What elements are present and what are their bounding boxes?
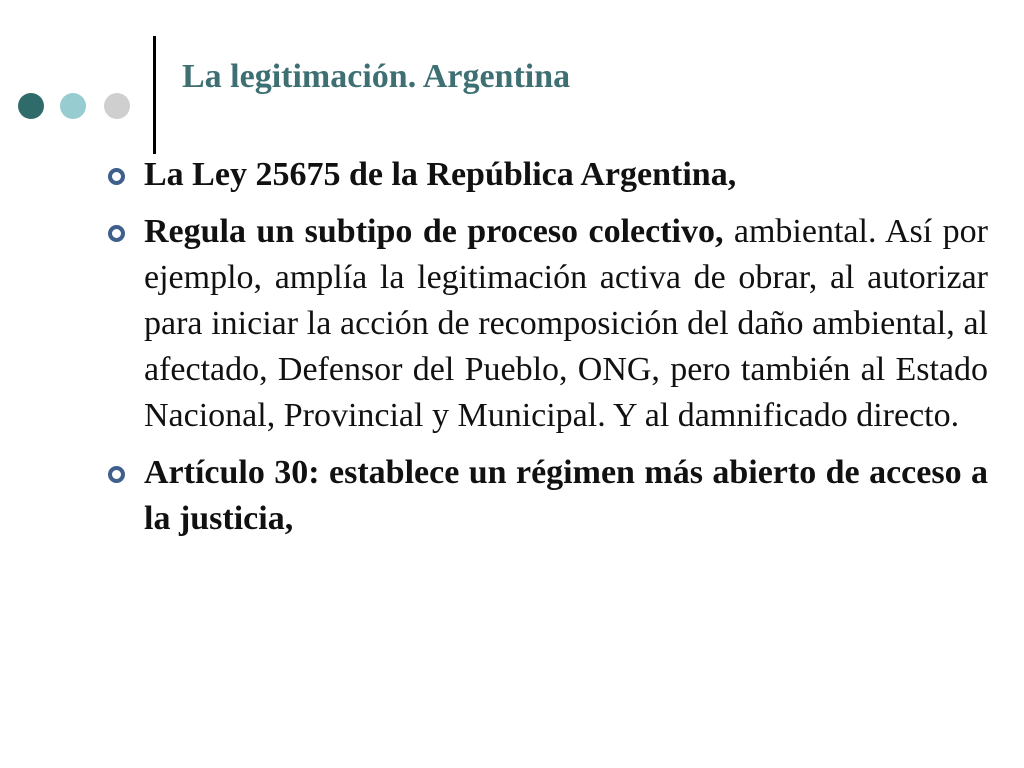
bullet-normal-text: ambiental. Así por ejemplo, amplía la legitimación activa de obrar, al autorizar para iniciar la acción de recomposición del daño ambiental, al afectado, Defensor del Pueblo, ONG, pero también al Estado Nacional, Provincial y Municipal. Y al damnificado directo. <box>144 213 988 434</box>
dark-teal-dot-icon <box>18 93 44 119</box>
bullet-text <box>144 209 988 439</box>
bullet-text <box>144 152 988 198</box>
title-divider-line <box>153 36 156 154</box>
light-teal-dot-icon <box>60 93 86 119</box>
ring-bullet-icon <box>108 225 125 242</box>
bullet-text <box>144 450 988 542</box>
bullet-bold-text: Regula un subtipo de proceso colectivo, <box>144 213 724 250</box>
bullet-bold-text: La Ley 25675 de la República Argentina, <box>144 156 737 193</box>
ring-bullet-icon <box>108 466 125 483</box>
bullet-item <box>108 209 988 439</box>
bullet-item <box>108 450 988 542</box>
bullet-item <box>108 152 988 198</box>
gray-dot-icon <box>104 93 130 119</box>
ring-bullet-icon <box>108 168 125 185</box>
bullet-list <box>108 152 988 553</box>
bullet-bold-text: Artículo 30: establece un régimen más abierto de acceso a la justicia, <box>144 454 988 537</box>
slide-title: La legitimación. Argentina <box>182 58 571 95</box>
